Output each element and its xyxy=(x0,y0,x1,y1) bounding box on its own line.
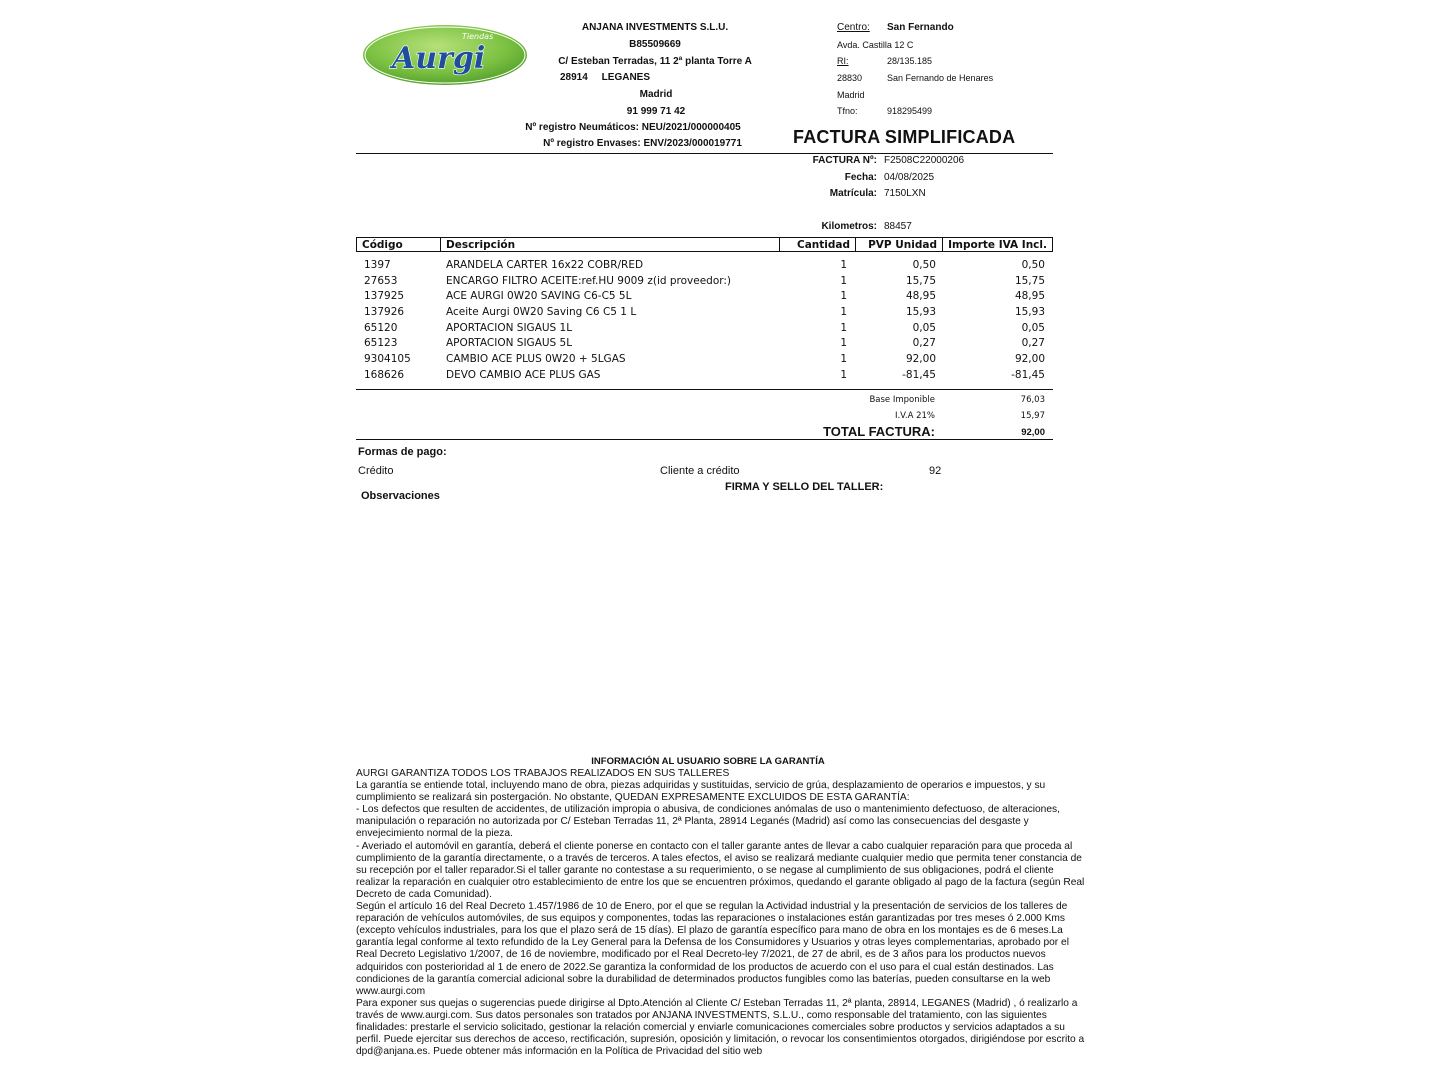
table-row xyxy=(356,353,1053,369)
table-row xyxy=(356,337,1053,353)
row-amount: 0,50 xyxy=(1021,259,1045,271)
row-code: 65120 xyxy=(364,321,398,334)
table-row xyxy=(356,290,1053,306)
warranty-paragraph: Para exponer sus quejas o sugerencias puede dirigirse al Dpto.Atención al Cliente C/ Esteban Terradas 11, 2ª planta, 28914, LEGANES (Madrid) , ó realizarlo a través de www.aurgi.com. Sus datos personales son tratados por ANJANA INVESTMENTS, S.L.U., como responsable del tratamiento, con las siguientes finalidades: prestarle el servicio solicitado, gestionar la relación comercial y enviarle comunicaciones comerciales sobre productos y servicios adaptados a su perfil. Puede ejercitar sus derechos de acceso, rectificación, supresión, oposición y limitación, o revocar los consentimientos otorgados, dirigiéndose por escrito a dpd@anjana.es. Puede obtener más información en la Política de Privacidad del sitio web xyxy=(356,997,1085,1058)
centre-postal: 28830 xyxy=(837,73,863,83)
row-amount: 48,95 xyxy=(1014,290,1045,303)
warranty-paragraph: - Los defectos que resulten de accidentes, de utilización impropia o abusiva, de condiciones anómalas de uso o mantenimiento defectuoso, de alteraciones, manipulación o reparación no autorizada por C/ Esteban Terradas 11, 2ª Planta, 28914 Leganés (Madrid) así como las consecuencias del desgaste y envejecimiento normal de la pieza. xyxy=(356,804,1060,840)
table-bottom-rule xyxy=(356,389,1053,390)
warranty-paragraph: AURGI GARANTIZA TODOS LOS TRABAJOS REALIZADOS EN SUS TALLERES xyxy=(356,768,730,779)
row-description: CAMBIO ACE PLUS 0W20 + 5LGAS xyxy=(446,353,626,366)
row-description: APORTACION SIGAUS 1L xyxy=(446,321,573,334)
company-province: Madrid xyxy=(639,89,673,100)
centre-label: Centro: xyxy=(837,22,870,33)
row-description: Aceite Aurgi 0W20 Saving C6 C5 1 L xyxy=(446,306,637,319)
row-quantity: 1 xyxy=(840,353,847,366)
header-description: Descripción xyxy=(440,238,779,251)
row-unit-price: 0,27 xyxy=(912,337,936,350)
invoice-km-label: Kilometros: xyxy=(821,221,877,232)
row-quantity: 1 xyxy=(840,368,847,381)
centre-ri-value: 28/135.185 xyxy=(887,56,933,66)
total-value: 92,00 xyxy=(1021,427,1045,438)
invoice-title: FACTURA SIMPLIFICADA xyxy=(793,127,1016,147)
signature-label: FIRMA Y SELLO DEL TALLER: xyxy=(725,481,884,493)
company-reg-neumaticos: Nº registro Neumáticos: NEU/2021/000000405 xyxy=(525,122,741,133)
invoice-date-label: Fecha: xyxy=(844,172,877,183)
row-code: 168626 xyxy=(364,368,405,381)
logo-brand: Aurgi xyxy=(392,41,486,76)
title-rule xyxy=(356,153,1053,154)
table-row xyxy=(356,259,1053,275)
row-amount: 0,27 xyxy=(1021,337,1045,350)
header-unit-price: PVP Unidad xyxy=(855,238,942,251)
header-code: Código xyxy=(362,239,403,251)
row-code: 1397 xyxy=(364,259,391,271)
row-code: 137926 xyxy=(364,306,405,319)
row-unit-price: 48,95 xyxy=(905,290,936,303)
row-description: APORTACION SIGAUS 5L xyxy=(446,337,573,350)
company-address: C/ Esteban Terradas, 11 2ª planta Torre A xyxy=(558,56,752,67)
company-postal-city: 28914 LEGANES xyxy=(559,72,651,83)
payment-label: Formas de pago: xyxy=(358,446,447,458)
row-description: DEVO CAMBIO ACE PLUS GAS xyxy=(446,368,601,381)
base-value: 76,03 xyxy=(1020,395,1045,405)
row-quantity: 1 xyxy=(840,274,847,287)
base-label: Base Imponible xyxy=(869,395,935,405)
row-unit-price: 15,93 xyxy=(905,306,936,319)
row-quantity: 1 xyxy=(840,306,847,319)
invoice-plate: 7150LXN xyxy=(884,188,926,199)
items-table-header xyxy=(356,237,1053,252)
centre-province: Madrid xyxy=(837,90,865,100)
observations-label: Observaciones xyxy=(361,490,440,502)
company-cif: B85509669 xyxy=(629,39,681,50)
warranty-paragraph: - Averiado el automóvil en garantía, deberá el cliente ponerse en contacto con el taller garante antes de llevar a cabo cualquier reparación para que proceda al cumplimiento de la garantía directamente, o a través de terceros. A tales efectos, el aviso se realizará mediante cualquier medio que permita tener constancia de su recepción por el taller reparador.Si el taller garante no contestase a su requerimiento, o se negase al cumplimiento de sus obligaciones, podrá el cliente realizar la reparación en cualquier otro establecimiento de entre los que se encuentren próximos, quedando el garante obligado al pago de la factura (según Real Decreto de cada Comunidad). xyxy=(356,840,1085,900)
row-amount: 0,05 xyxy=(1021,321,1045,334)
row-description: ARANDELA CARTER 16x22 COBR/RED xyxy=(446,259,644,271)
header-quantity: Cantidad xyxy=(779,238,855,251)
total-label: TOTAL FACTURA: xyxy=(823,424,935,439)
row-amount: 92,00 xyxy=(1014,353,1045,366)
row-quantity: 1 xyxy=(840,290,847,303)
row-quantity: 1 xyxy=(840,259,847,271)
items-table-body xyxy=(356,259,1053,385)
row-code: 9304105 xyxy=(364,353,411,366)
row-amount: 15,75 xyxy=(1014,274,1045,287)
row-quantity: 1 xyxy=(840,337,847,350)
row-description: ACE AURGI 0W20 SAVING C6-C5 5L xyxy=(446,290,632,303)
header-amount: Importe IVA Incl. xyxy=(942,238,1052,251)
company-name: ANJANA INVESTMENTS S.L.U. xyxy=(581,22,729,33)
invoice-number: F2508C22000206 xyxy=(884,155,965,166)
row-unit-price: 92,00 xyxy=(905,353,936,366)
table-row xyxy=(356,369,1053,385)
centre-phone-label: Tfno: xyxy=(837,106,858,116)
warranty-paragraph: Según el artículo 16 del Real Decreto 1.457/1986 de 10 de Enero, por el que se regulan la Actividad industrial y la presentación de servicios de los talleres de reparación de vehículos automóviles, de sus equipos y componentes, todas las reparaciones o instalaciones están garantizadas por tres meses ó 2.000 Kms (excepto vehículos industriales, para los que el plazo será de 15 días). El plazo de garantía específico para mano de obra en los montajes es de 6 meses.La garantía legal conforme al texto refundido de la Ley General para la Defensa de los Consumidores y Usuarios y otras leyes complementarias, aprobado por el Real Decreto Legislativo 1/2007, de 16 de noviembre, modificado por el Real Decreto-ley 7/2021, de 27 de abril, es de 3 años para los productos nuevos adquiridos con posterioridad al 1 de enero de 2022.Se garantiza la conformidad de los productos de acuerdo con el uso para el cual están destinados. Las condiciones de la garantía comercial adicional sobre la durabilidad de determinados productos fungibles como las baterías, pueden consultarse en la web www.aurgi.com xyxy=(356,901,1069,997)
invoice-number-label: FACTURA Nº: xyxy=(812,155,877,166)
row-unit-price: 0,50 xyxy=(912,259,936,271)
row-description: ENCARGO FILTRO ACEITE:ref.HU 9009 z(id proveedor:) xyxy=(446,274,732,287)
table-row xyxy=(356,306,1053,322)
payment-type: Cliente a crédito xyxy=(660,465,740,477)
payment-method: Crédito xyxy=(358,465,394,477)
row-code: 137925 xyxy=(364,290,405,303)
centre-address: Avda. Castilla 12 C xyxy=(837,40,914,50)
totals-rule xyxy=(356,439,1053,440)
row-amount: -81,45 xyxy=(1011,368,1045,381)
centre-city: San Fernando de Henares xyxy=(887,73,994,83)
row-code: 65123 xyxy=(364,337,398,350)
company-phone: 91 999 71 42 xyxy=(626,106,686,117)
row-unit-price: -81,45 xyxy=(902,368,936,381)
invoice-plate-label: Matrícula: xyxy=(829,188,877,199)
warranty-title: INFORMACIÓN AL USUARIO SOBRE LA GARANTÍA xyxy=(591,756,825,767)
centre-name: San Fernando xyxy=(887,22,954,33)
table-row xyxy=(356,322,1053,338)
invoice-date: 04/08/2025 xyxy=(884,172,935,183)
payment-amount: 92 xyxy=(929,465,942,477)
row-code: 27653 xyxy=(364,274,398,287)
row-quantity: 1 xyxy=(840,321,847,334)
warranty-text xyxy=(356,768,1086,1058)
invoice-km: 88457 xyxy=(884,221,912,232)
warranty-paragraph: La garantía se entiende total, incluyendo mano de obra, piezas adquiridas y sustituidas, servicio de grúa, desplazamiento de operarios e impuestos, y su cumplimiento se realizará sin postergación. No obstante, QUEDAN EXPRESAMENTE EXCLUIDOS DE ESTA GARANTÍA: xyxy=(356,780,1046,804)
company-reg-envases: Nº registro Envases: ENV/2023/000019771 xyxy=(543,138,742,149)
row-unit-price: 15,75 xyxy=(905,274,936,287)
row-amount: 15,93 xyxy=(1014,306,1045,319)
iva-label: I.V.A 21% xyxy=(894,411,935,421)
logo-top-text: Tiendas xyxy=(462,32,494,41)
centre-phone: 918295499 xyxy=(887,106,933,116)
table-row xyxy=(356,275,1053,291)
centre-ri-label: RI: xyxy=(837,56,849,66)
iva-value: 15,97 xyxy=(1020,411,1045,421)
row-unit-price: 0,05 xyxy=(912,321,936,334)
